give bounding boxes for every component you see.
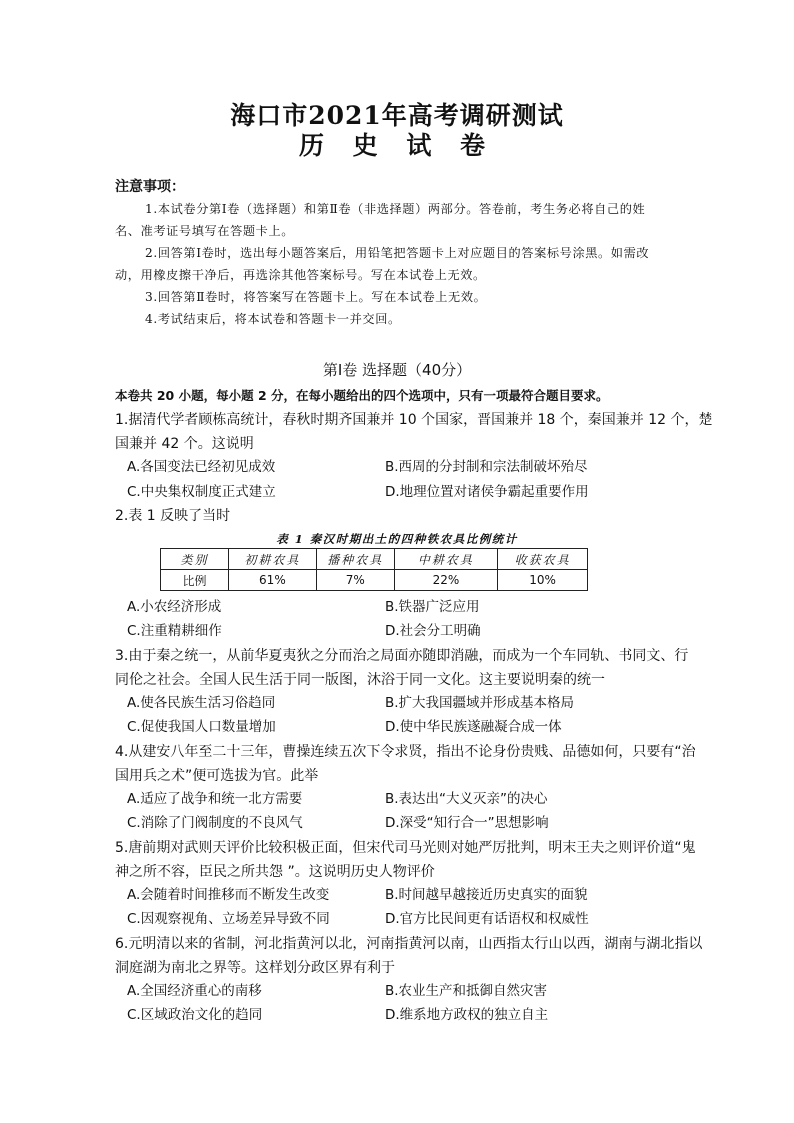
question-3-option-d: D.使中华民族遂融凝合成一体	[385, 719, 562, 735]
section-title: 第Ⅰ卷 选择题（40分）	[322, 361, 472, 379]
question-4-stem-line: 国用兵之术”便可选拔为官。此举	[115, 768, 319, 784]
question-2-option-d: D.社会分工明确	[385, 623, 481, 639]
question-5-option-a: A.会随着时间推移而不断发生改变	[127, 887, 330, 903]
question-3-option-b: B.扩大我国疆域并形成基本格局	[385, 695, 575, 711]
table-header-cell: 类别	[161, 549, 229, 570]
question-4-option-b: B.表达出“大义灭亲”的决心	[385, 791, 548, 807]
section-description: 本卷共 20 小题，每小题 2 分，在每小题给出的四个选项中，只有一项最符合题目要求。	[115, 388, 609, 403]
question-5-option-d: D.官方比民间更有话语权和权威性	[385, 911, 589, 927]
question-3-stem-line: 同伦之社会。全国人民生活于同一版图，沐浴于同一文化。这主要说明秦的统一	[115, 672, 605, 688]
question-1-option-d: D.地理位置对诸侯争霸起重要作用	[385, 484, 589, 500]
question-4-option-a: A.适应了战争和统一北方需要	[127, 791, 303, 807]
question-5-option-b: B.时间越早越接近历史真实的面貌	[385, 887, 588, 903]
question-3-option-c: C.促使我国人口数量增加	[127, 719, 276, 735]
notice-heading: 注意事项：	[115, 179, 185, 195]
notice-line: 1.本试卷分第Ⅰ卷（选择题）和第Ⅱ卷（非选择题）两部分。答卷前，考生务必将自己的姓	[145, 202, 646, 216]
table-cell: 10%	[498, 570, 588, 591]
question-1-stem-line: 国兼并 42 个。这说明	[115, 436, 254, 452]
table-caption: 表 1 秦汉时期出土的四种铁农具比例统计	[276, 532, 518, 546]
notice-block	[115, 198, 690, 330]
question-1-option-a: A.各国变法已经初见成效	[127, 459, 276, 475]
question-3-stem-line: 3.由于秦之统一，从前华夏夷狄之分而治之局面亦随即消融，而成为一个车同轨、书同文、行	[115, 648, 689, 664]
notice-line: 4.考试结束后，将本试卷和答题卡一并交回。	[145, 312, 401, 326]
exam-subtitle: 历 史 试 卷	[298, 131, 496, 160]
exam-title: 海口市2021年高考调研测试	[230, 101, 564, 130]
question-5-stem-line: 5.唐前期对武则天评价比较积极正面，但宋代司马光则对她严厉批判，明末王夫之则评价道“鬼	[115, 840, 696, 856]
table-cell: 比例	[161, 570, 229, 591]
notice-line: 3.回答第Ⅱ卷时，将答案写在答题卡上。写在本试卷上无效。	[145, 290, 487, 304]
question-2-option-a: A.小农经济形成	[127, 599, 222, 615]
question-5-stem-line: 神之所不容，臣民之所共怨 ”。这说明历史人物评价	[115, 864, 435, 880]
question-1-option-b: B.西周的分封制和宗法制破坏殆尽	[385, 459, 588, 475]
table-header-cell: 中耕农具	[394, 549, 498, 570]
question-2-option-b: B.铁器广泛应用	[385, 599, 480, 615]
question-2-stem-line: 2.表 1 反映了当时	[115, 508, 231, 524]
farm-tools-table	[160, 548, 588, 591]
notice-line: 动，用橡皮擦干净后，再选涂其他答案标号。写在本试卷上无效。	[115, 268, 486, 282]
notice-line: 名、准考证号填写在答题卡上。	[115, 224, 295, 238]
question-1-option-c: C.中央集权制度正式建立	[127, 484, 276, 500]
question-6-stem-line: 洞庭湖为南北之界等。这样划分政区界有利于	[115, 960, 395, 976]
question-1-stem-line: 1.据清代学者顾栋高统计，春秋时期齐国兼并 10 个国家，晋国兼并 18 个，秦国兼并 12 个，楚	[115, 412, 713, 428]
question-2-option-c: C.注重精耕细作	[127, 623, 222, 639]
question-6-stem-line: 6.元明清以来的省制，河北指黄河以北，河南指黄河以南，山西指太行山以西，湖南与湖北指以	[115, 936, 703, 952]
question-4-option-c: C.消除了门阀制度的不良风气	[127, 815, 303, 831]
table-cell: 61%	[228, 570, 316, 591]
question-6-option-d: D.维系地方政权的独立自主	[385, 1007, 549, 1023]
question-4-stem-line: 4.从建安八年至二十三年，曹操连续五次下令求贤，指出不论身份贵贱、品德如何，只要有“治	[115, 744, 696, 760]
question-6-option-b: B.农业生产和抵御自然灾害	[385, 983, 548, 999]
question-5-option-c: C.因观察视角、立场差异导致不同	[127, 911, 330, 927]
question-4-option-d: D.深受“知行合一”思想影响	[385, 815, 549, 831]
question-6-option-c: C.区域政治文化的趋同	[127, 1007, 263, 1023]
table-cell: 22%	[394, 570, 498, 591]
table-row	[161, 570, 588, 591]
question-3-option-a: A.使各民族生活习俗趋同	[127, 695, 276, 711]
table-header-cell: 播种农具	[316, 549, 394, 570]
table-header-cell: 收获农具	[498, 549, 588, 570]
question-6-option-a: A.全国经济重心的南移	[127, 983, 262, 999]
notice-line: 2.回答第Ⅰ卷时，选出每小题答案后，用铅笔把答题卡上对应题目的答案标号涂黑。如需改	[145, 246, 650, 260]
table-header-cell: 初耕农具	[228, 549, 316, 570]
table-cell: 7%	[316, 570, 394, 591]
table-header-row	[161, 549, 588, 570]
